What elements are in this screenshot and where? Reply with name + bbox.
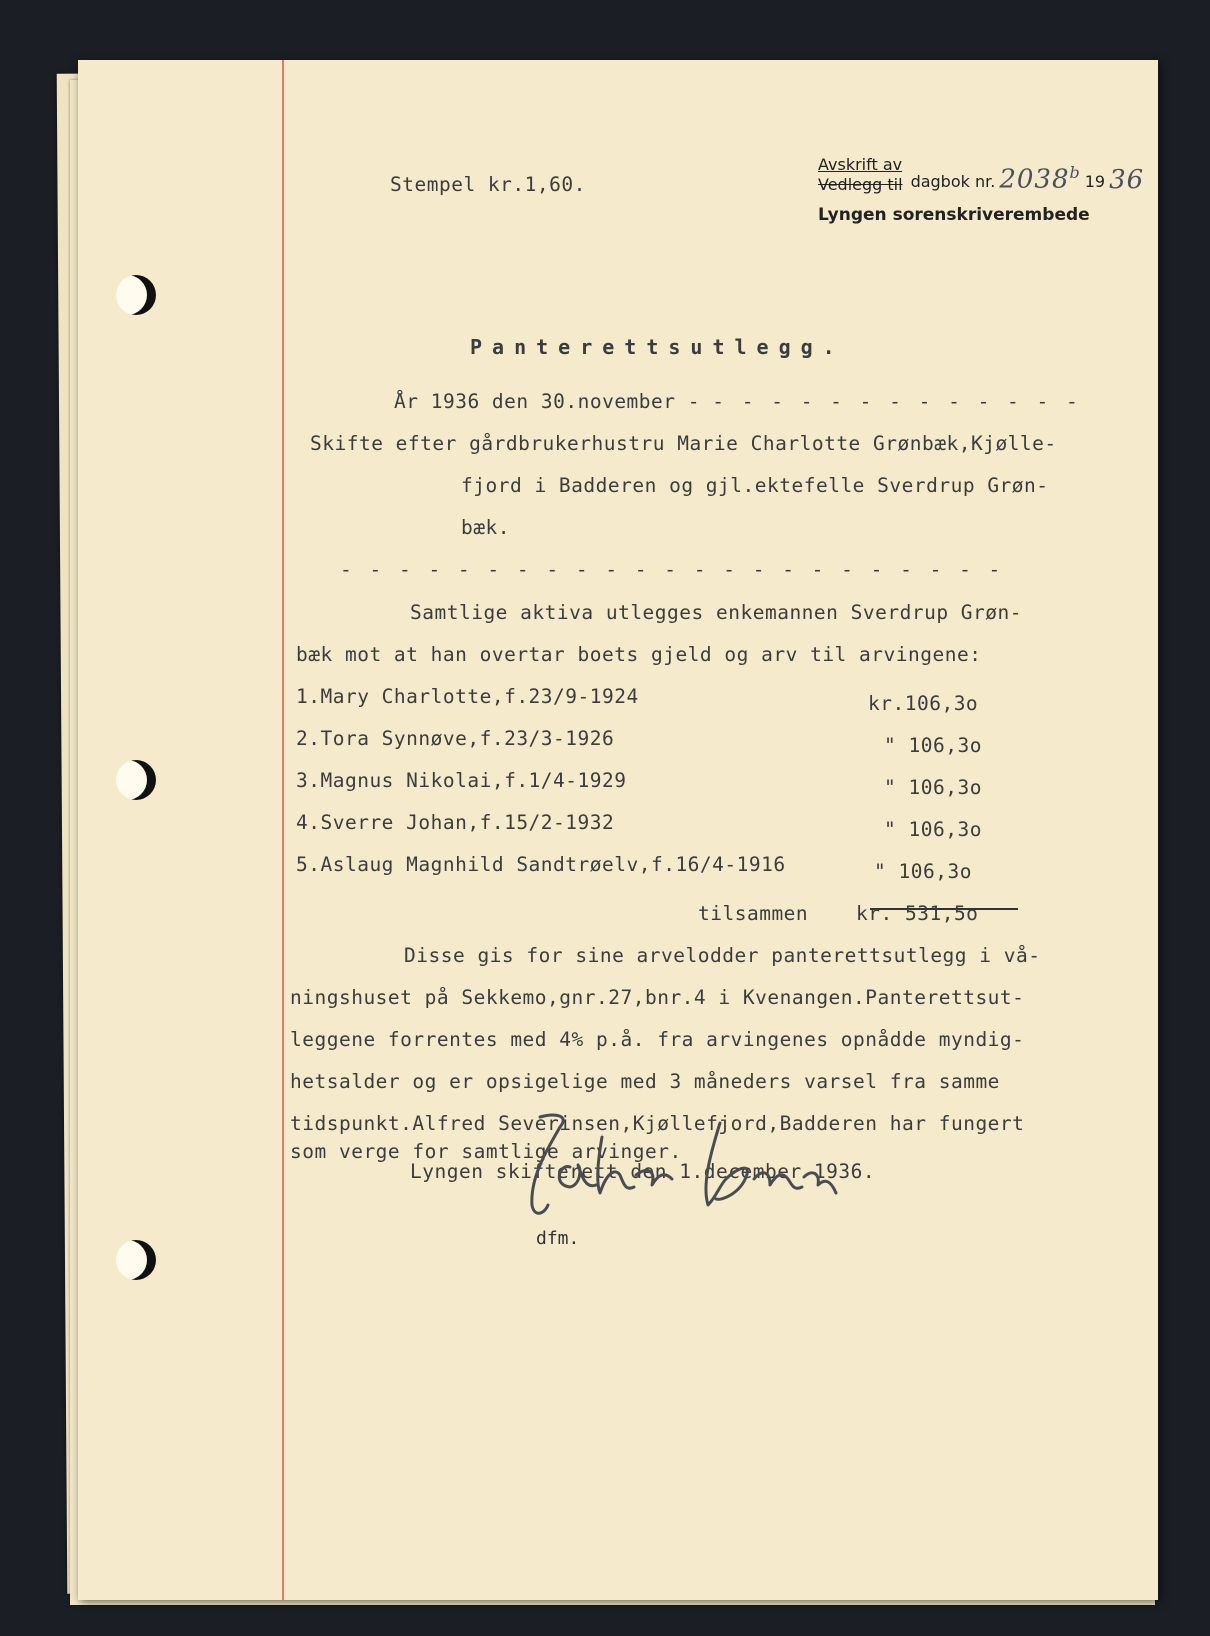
heir-3-amount: " 106,3o <box>884 776 982 799</box>
heir-1-name: 1.Mary Charlotte,f.23/9-1924 <box>296 685 639 708</box>
intro-date-line: År 1936 den 30.november - - - - - - - - - - - - - - <box>394 390 1081 413</box>
body1-line-1: Samtlige aktiva utlegges enkemannen Sverdrup Grøn- <box>410 601 1022 624</box>
body2-line-3: leggene forrentes med 4% p.å. fra arvingenes opnådde myndig- <box>290 1028 1025 1051</box>
punch-hole <box>116 275 156 315</box>
heir-2-name: 2.Tora Synnøve,f.23/3-1926 <box>296 727 615 750</box>
stempel-text: Stempel kr.1,60. <box>390 173 586 196</box>
heir-1-amount: kr.106,3o <box>868 692 979 715</box>
heir-5-name: 5.Aslaug Magnhild Sandtrøelv,f.16/4-1916 <box>296 853 786 876</box>
case-line-1: Skifte efter gårdbrukerhustru Marie Charlotte Grønbæk,Kjølle- <box>310 432 1057 455</box>
total-label: tilsammen <box>698 902 809 925</box>
body2-line-6: som verge for samtlige arvinger. <box>290 1140 682 1163</box>
punch-hole <box>116 760 156 800</box>
stamp-vedlegg: Vedlegg til <box>818 175 903 194</box>
document-title: Panterettsutlegg. <box>470 335 845 359</box>
separator-dashes: - - - - - - - - - - - - - - - - - - - - - - - <box>340 558 1004 581</box>
red-margin-line <box>282 60 284 1600</box>
punch-hole <box>116 1240 156 1280</box>
stamp-dagbok-number: 2038$^b$ <box>999 163 1081 195</box>
total-amount: kr. 531,5o <box>856 902 979 925</box>
case-line-2: fjord i Badderen og gjl.ektefelle Sverdrup Grøn- <box>461 474 1049 497</box>
case-line-3: bæk. <box>461 516 510 539</box>
heir-4-amount: " 106,3o <box>884 818 982 841</box>
body2-line-4: hetsalder og er opsigelige med 3 måneders varsel fra samme <box>290 1070 1000 1093</box>
archive-stamp <box>818 155 1144 225</box>
handwritten-signature <box>420 1105 840 1225</box>
heir-5-amount: " 106,3o <box>874 860 972 883</box>
heir-4-name: 4.Sverre Johan,f.15/2-1932 <box>296 811 615 834</box>
stamp-year-prefix: 19 <box>1084 172 1106 191</box>
body2-line-2: ningshuset på Sekkemo,gnr.27,bnr.4 i Kvenangen.Panterettsut- <box>290 986 1025 1009</box>
stamp-avskrift: Avskrift av <box>818 155 903 174</box>
heir-2-amount: " 106,3o <box>884 734 982 757</box>
heir-3-name: 3.Magnus Nikolai,f.1/4-1929 <box>296 769 627 792</box>
body2-line-1: Disse gis for sine arvelodder panterettsutlegg i vå- <box>404 944 1041 967</box>
document-page <box>78 60 1158 1600</box>
signature-initials: dfm. <box>536 1228 580 1249</box>
stamp-office: Lyngen sorenskriverembede <box>818 205 1090 225</box>
stamp-year-hand: 36 <box>1109 165 1145 195</box>
closing-line: Lyngen skifterett den 1.december 1936. <box>410 1160 876 1183</box>
body2-line-5: tidspunkt.Alfred Severinsen,Kjøllefjord,Badderen har fungert <box>290 1112 1025 1135</box>
body1-line-2: bæk mot at han overtar boets gjeld og arv til arvingene: <box>296 643 982 666</box>
stamp-dagbok-label: dagbok nr. <box>910 172 996 191</box>
